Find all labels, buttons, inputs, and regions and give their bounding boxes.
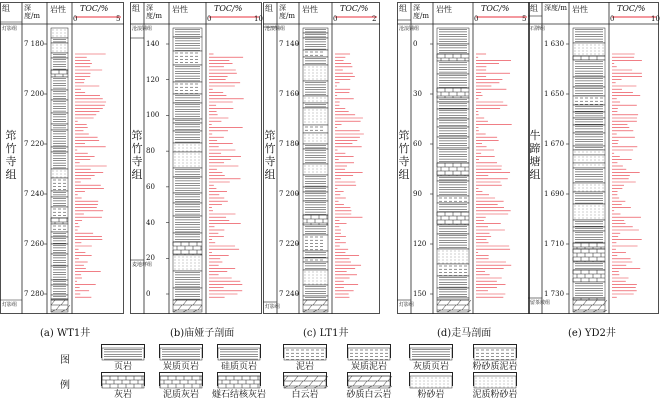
panel-caption: (a) WT1井 xyxy=(40,328,91,339)
legend-swatch xyxy=(101,372,145,386)
legend-label: 炭质页岩 xyxy=(162,362,199,372)
header-toc: TOC/% xyxy=(340,4,369,13)
legend-title-top: 图 xyxy=(60,355,70,366)
header-toc: TOC/% xyxy=(481,4,510,13)
bottom-formation-label: 灯影组 xyxy=(399,302,415,308)
header-lithology: 岩性 xyxy=(172,5,188,14)
top-formation-label: 沧浪铺组 xyxy=(132,26,153,32)
header-toc: TOC/% xyxy=(214,4,243,13)
depth-tick: 80 xyxy=(146,147,155,156)
legend-label: 硅质页岩 xyxy=(220,362,257,372)
legend-swatch xyxy=(409,344,453,358)
legend-label: 粉砂质泥岩 xyxy=(472,362,518,372)
main-formation-label: 筇竹寺组 xyxy=(5,129,17,181)
lithology-column xyxy=(303,28,328,312)
toc-bars xyxy=(75,54,107,297)
header-lithology: 岩性 xyxy=(50,5,66,14)
depth-tick: 7 260 xyxy=(24,240,45,248)
top-formation-label: 石牌组 xyxy=(530,26,546,32)
depth-tick: 120 xyxy=(413,240,427,248)
header-group: 组 xyxy=(265,4,273,13)
header-depth: 深度/m xyxy=(413,4,429,20)
legend-swatch xyxy=(217,372,261,386)
legend-label: 粉砂岩 xyxy=(417,390,445,400)
legend-swatch xyxy=(283,344,327,358)
main-formation-label: 牛蹄塘组 xyxy=(529,129,541,181)
legend-label: 灰质页岩 xyxy=(412,362,449,372)
legend-label: 泥质粉砂岩 xyxy=(472,390,518,400)
header-depth: 深度/m xyxy=(544,4,567,12)
main-formation-label: 筇竹寺组 xyxy=(398,129,410,181)
legend-swatch xyxy=(159,372,203,386)
legend-swatch xyxy=(101,344,145,358)
panel-caption: (e) YD2井 xyxy=(568,328,616,339)
legend-label: 燧石结核灰岩 xyxy=(211,390,266,400)
header-lithology: 岩性 xyxy=(302,5,318,14)
panel-caption: (c) LT1井 xyxy=(303,328,349,339)
depth-tick: 20 xyxy=(146,254,155,263)
toc-tick-min: 0 xyxy=(333,15,338,23)
depth-tick: 7 220 xyxy=(279,240,300,248)
header-group: 组 xyxy=(530,4,538,13)
legend-title-bottom: 例 xyxy=(60,380,70,391)
legend-swatch xyxy=(159,344,203,358)
toc-bars xyxy=(476,54,512,297)
depth-tick: 7 280 xyxy=(24,290,45,298)
header-toc: TOC/% xyxy=(617,4,646,13)
toc-tick-max: 2 xyxy=(372,15,377,23)
depth-tick: 60 xyxy=(413,140,422,148)
depth-tick: 7 240 xyxy=(279,290,300,298)
column-panel-4 xyxy=(397,2,530,314)
toc-tick-min: 0 xyxy=(474,15,479,23)
bottom-formation-label: 灯影组 xyxy=(2,302,18,308)
depth-tick: 7 160 xyxy=(279,90,300,98)
header-lithology: 岩性 xyxy=(572,5,588,14)
depth-tick: 1 690 xyxy=(544,190,565,198)
toc-bars xyxy=(612,54,642,297)
bottom-formation-label: 麦地坪组 xyxy=(132,262,153,268)
toc-tick-max: 5 xyxy=(116,15,121,23)
bottom-formation-label: 留茶坡组 xyxy=(530,300,551,306)
column-panel-2 xyxy=(130,2,262,314)
depth-tick: 7 180 xyxy=(279,140,300,148)
legend-swatch xyxy=(347,344,391,358)
column-svg xyxy=(0,2,124,314)
column-panel-3 xyxy=(263,2,380,314)
header-depth: 深度/m xyxy=(146,4,162,20)
legend-swatch xyxy=(347,372,391,386)
legend-swatch xyxy=(473,372,517,386)
main-formation-label: 筇竹寺组 xyxy=(264,129,276,181)
depth-tick: 30 xyxy=(413,90,422,98)
legend-swatch xyxy=(409,372,453,386)
header-group: 组 xyxy=(132,4,140,13)
legend-label: 炭质泥岩 xyxy=(350,362,387,372)
legend-label: 泥岩 xyxy=(295,362,314,372)
header-toc: TOC/% xyxy=(80,4,109,13)
bottom-formation-label: 灯影组 xyxy=(265,304,281,310)
depth-tick: 7 240 xyxy=(24,190,45,198)
depth-tick: 120 xyxy=(146,75,160,84)
toc-bars xyxy=(335,54,364,297)
toc-tick-max: 10 xyxy=(254,15,263,23)
top-formation-label: 沧浪铺组 xyxy=(265,26,286,32)
legend-label: 白云岩 xyxy=(291,390,319,400)
toc-tick-max: 10 xyxy=(651,15,660,23)
depth-tick: 7 140 xyxy=(279,40,300,48)
depth-tick: 0 xyxy=(146,290,151,298)
legend-swatch xyxy=(473,344,517,358)
legend-swatch xyxy=(283,372,327,386)
depth-tick: 7 200 xyxy=(279,190,300,198)
legend-label: 泥质灰岩 xyxy=(162,390,199,400)
panel-caption: (b)庙娅子剖面 xyxy=(170,328,235,339)
depth-tick: 60 xyxy=(146,182,155,191)
depth-tick: 150 xyxy=(413,290,427,298)
toc-tick-max: 5 xyxy=(522,15,527,23)
lithology-column xyxy=(573,28,607,312)
toc-bars xyxy=(209,54,244,297)
column-panel-5 xyxy=(528,2,659,314)
depth-tick: 1 730 xyxy=(544,290,565,298)
lithology-column xyxy=(51,28,70,312)
lithology-column xyxy=(437,28,471,312)
top-formation-label: 灯影组 xyxy=(2,26,18,32)
depth-tick: 100 xyxy=(146,111,160,120)
header-lithology: 岩性 xyxy=(436,5,452,14)
panel-caption: (d)走马剖面 xyxy=(437,328,492,339)
header-group: 组 xyxy=(399,4,407,13)
legend-swatch xyxy=(217,344,261,358)
depth-tick: 7 200 xyxy=(24,90,45,98)
depth-tick: 7 220 xyxy=(24,140,45,148)
depth-tick: 0 xyxy=(413,40,418,48)
depth-tick: 1 710 xyxy=(544,240,565,248)
header-depth: 深度/m xyxy=(24,4,40,20)
toc-tick-min: 0 xyxy=(207,15,212,23)
depth-tick: 1 670 xyxy=(544,140,565,148)
depth-tick: 90 xyxy=(413,190,422,198)
depth-tick: 7 180 xyxy=(24,40,45,48)
header-depth: 深度/m xyxy=(279,4,295,20)
legend-label: 页岩 xyxy=(113,362,132,372)
toc-tick-min: 0 xyxy=(73,15,78,23)
lithology-column xyxy=(173,28,202,312)
main-formation-label: 筇竹寺组 xyxy=(131,129,143,181)
depth-tick: 1 630 xyxy=(544,40,565,48)
depth-tick: 140 xyxy=(146,40,160,48)
header-group: 组 xyxy=(2,4,10,13)
top-formation-label: 沧浪铺组 xyxy=(399,26,420,32)
depth-tick: 40 xyxy=(146,218,155,227)
toc-tick-min: 0 xyxy=(610,15,615,23)
legend-label: 砂质白云岩 xyxy=(346,390,392,400)
legend-label: 灰岩 xyxy=(113,390,132,400)
column-panel-1 xyxy=(0,2,124,314)
depth-tick: 1 650 xyxy=(544,90,565,98)
